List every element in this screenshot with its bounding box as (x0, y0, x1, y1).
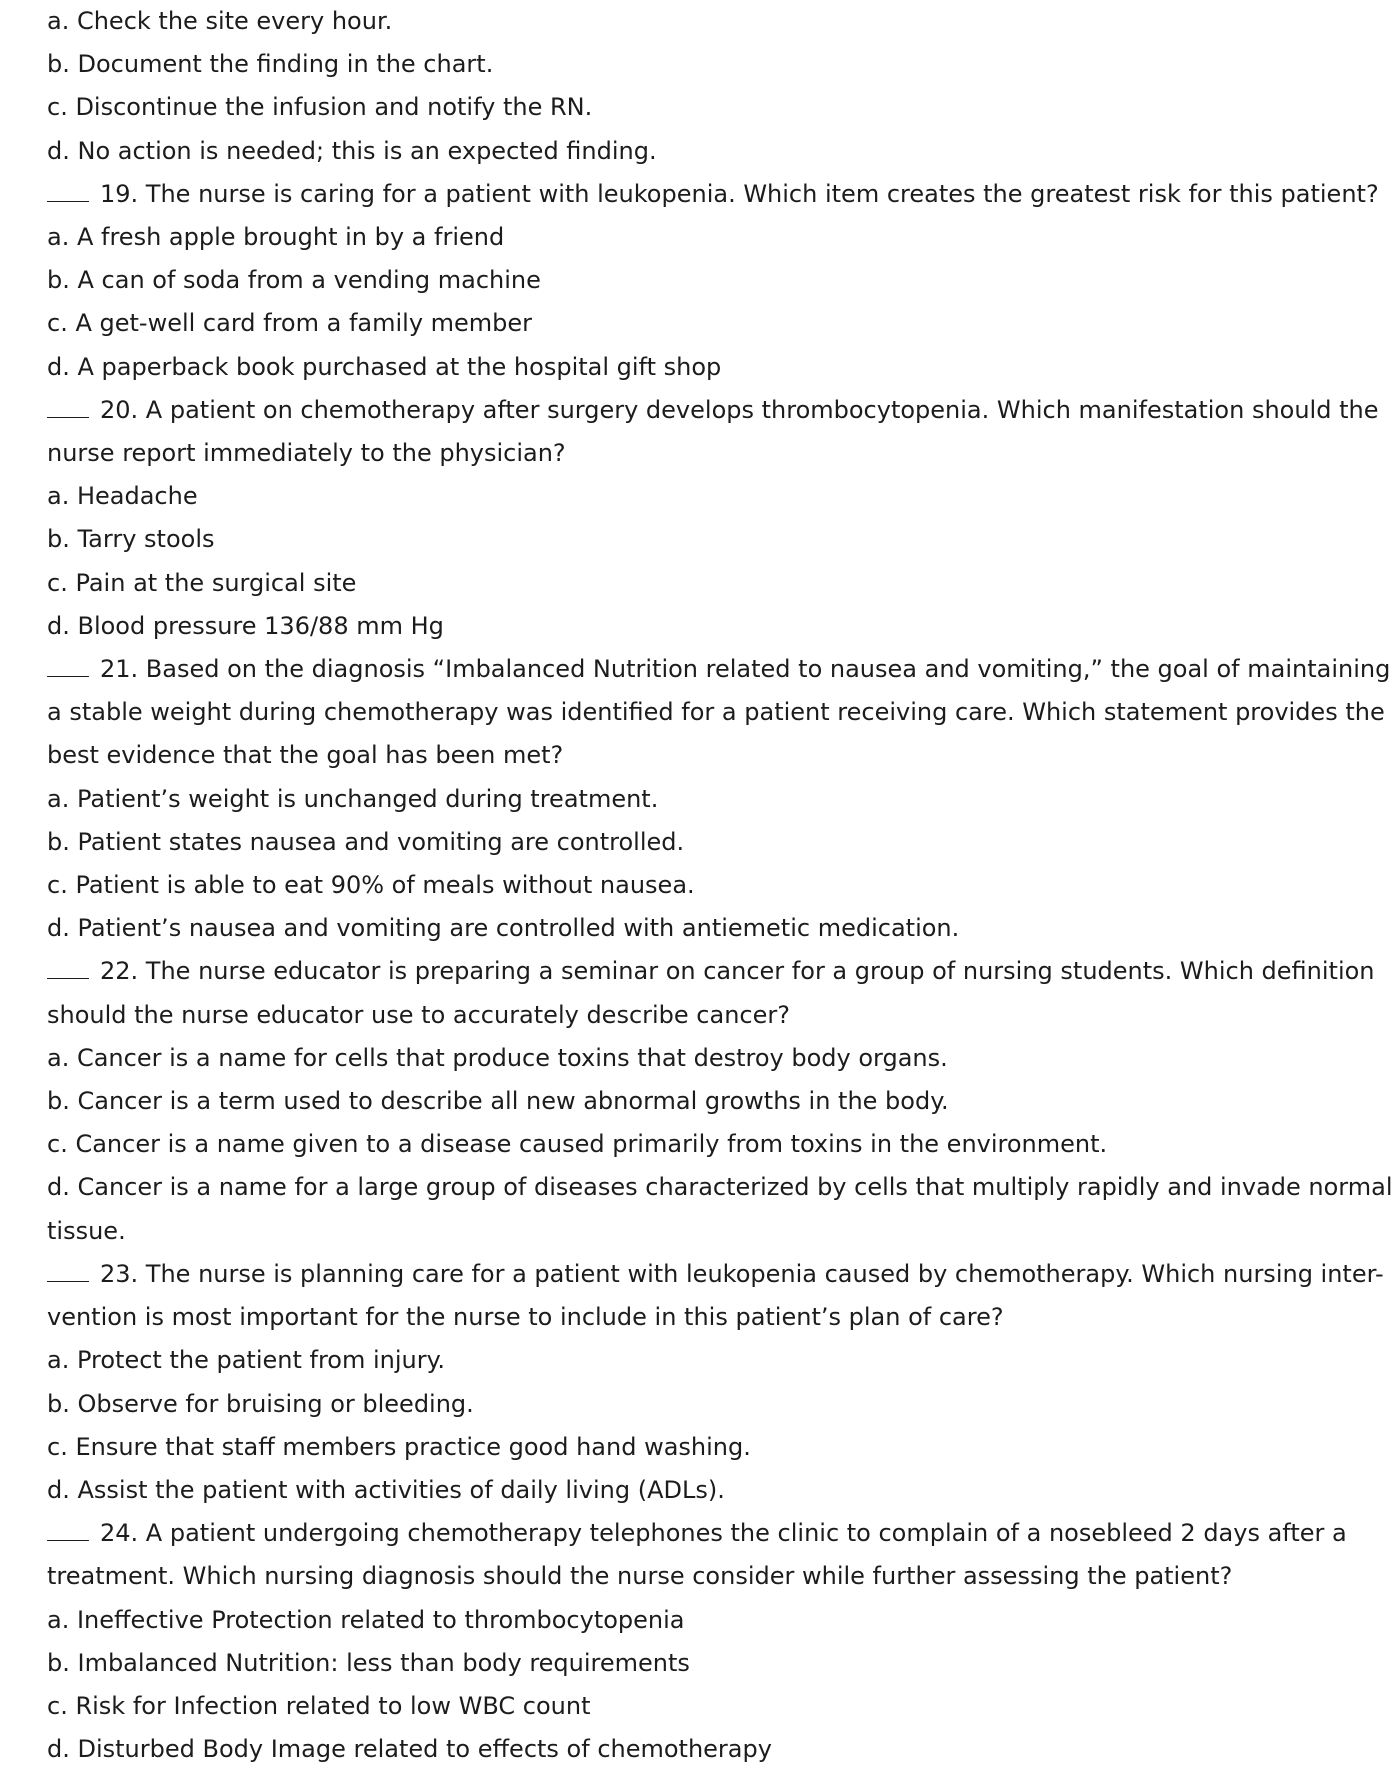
option-a: a. A fresh apple brought in by a friend (47, 223, 505, 252)
question-stem-continued: treatment. Which nursing diagnosis should the nurse consider while further assessing the patient? (47, 1562, 1233, 1591)
question-stem-continued: nurse report immediately to the physician? (47, 439, 566, 468)
option-b: b. Document the finding in the chart. (47, 50, 494, 79)
answer-blank[interactable] (47, 1253, 89, 1282)
question-stem (47, 1253, 1384, 1296)
option-a: a. Ineffective Protection related to thrombocytopenia (47, 1605, 685, 1634)
option-b: b. Observe for bruising or bleeding. (47, 1389, 474, 1418)
answer-blank[interactable] (47, 389, 89, 418)
question-19 (47, 173, 1379, 389)
question-21 (47, 648, 1391, 950)
answer-blank[interactable] (47, 648, 89, 677)
question-23 (47, 1253, 1384, 1512)
option-c: c. Pain at the surgical site (47, 568, 357, 597)
option-d: d. Disturbed Body Image related to effects of chemotherapy (47, 1735, 772, 1764)
question-stem-text: 24. A patient undergoing chemotherapy telephones the clinic to complain of a nosebleed 2 days after a (100, 1519, 1347, 1548)
question-22 (47, 950, 1393, 1252)
question-stem-text: 20. A patient on chemotherapy after surgery develops thrombocytopenia. Which manifestation should the (100, 395, 1379, 424)
option-d: d. No action is needed; this is an expected finding. (47, 136, 657, 165)
option-a: a. Headache (47, 482, 198, 511)
option-c: c. Patient is able to eat 90% of meals without nausea. (47, 871, 695, 900)
question-stem-continued: a stable weight during chemotherapy was identified for a patient receiving care. Which statement provides the (47, 698, 1385, 727)
option-c: c. Ensure that staff members practice good hand washing. (47, 1432, 751, 1461)
answer-blank[interactable] (47, 1512, 89, 1541)
continued-options (47, 0, 1367, 173)
answer-blank[interactable] (47, 950, 89, 979)
option-b: b. A can of soda from a vending machine (47, 266, 541, 295)
option-d: d. Blood pressure 136/88 mm Hg (47, 611, 444, 640)
option-d: d. Assist the patient with activities of daily living (ADLs). (47, 1475, 725, 1504)
question-stem-text: 23. The nurse is planning care for a patient with leukopenia caused by chemotherapy. Which nursing inter- (100, 1259, 1384, 1288)
question-20 (47, 389, 1379, 648)
option-a: a. Cancer is a name for cells that produce toxins that destroy body organs. (47, 1043, 948, 1072)
option-a: a. Patient’s weight is unchanged during treatment. (47, 784, 659, 813)
option-a: a. Protect the patient from injury. (47, 1346, 446, 1375)
option-c: c. A get-well card from a family member (47, 309, 533, 338)
answer-blank[interactable] (47, 173, 89, 202)
option-c: c. Risk for Infection related to low WBC count (47, 1691, 591, 1720)
question-stem (47, 648, 1391, 691)
question-stem-text: 21. Based on the diagnosis “Imbalanced Nutrition related to nausea and vomiting,” the goal of maintaining (100, 655, 1391, 684)
question-stem-continued: best evidence that the goal has been met? (47, 741, 564, 770)
option-a: a. Check the site every hour. (47, 7, 393, 35)
option-d: d. Patient’s nausea and vomiting are controlled with antiemetic medication. (47, 914, 960, 943)
option-d: d. Cancer is a name for a large group of diseases characterized by cells that multiply rapidly and invade normal (47, 1173, 1393, 1202)
question-stem-continued: should the nurse educator use to accurately describe cancer? (47, 1000, 790, 1029)
question-stem-text: 22. The nurse educator is preparing a seminar on cancer for a group of nursing students. Which definition (100, 957, 1375, 986)
question-stem (47, 1512, 1367, 1555)
question-stem (47, 173, 1379, 216)
option-b: b. Imbalanced Nutrition: less than body requirements (47, 1648, 690, 1677)
option-b: b. Tarry stools (47, 525, 215, 554)
option-b: b. Patient states nausea and vomiting are controlled. (47, 827, 685, 856)
quiz-page (47, 0, 1393, 1771)
option-b: b. Cancer is a term used to describe all new abnormal growths in the body. (47, 1087, 949, 1116)
question-stem-text: 19. The nurse is caring for a patient with leukopenia. Which item creates the greatest risk for this patient? (100, 179, 1379, 208)
question-stem-continued: vention is most important for the nurse to include in this patient’s plan of care? (47, 1303, 1004, 1332)
option-c: c. Cancer is a name given to a disease caused primarily from toxins in the environment. (47, 1130, 1108, 1159)
option-c: c. Discontinue the infusion and notify the RN. (47, 93, 593, 122)
option-d: d. A paperback book purchased at the hospital gift shop (47, 352, 722, 381)
question-24 (47, 1512, 1367, 1771)
question-stem (47, 950, 1375, 993)
question-stem (47, 389, 1379, 432)
option-d-continued: tissue. (47, 1216, 126, 1245)
